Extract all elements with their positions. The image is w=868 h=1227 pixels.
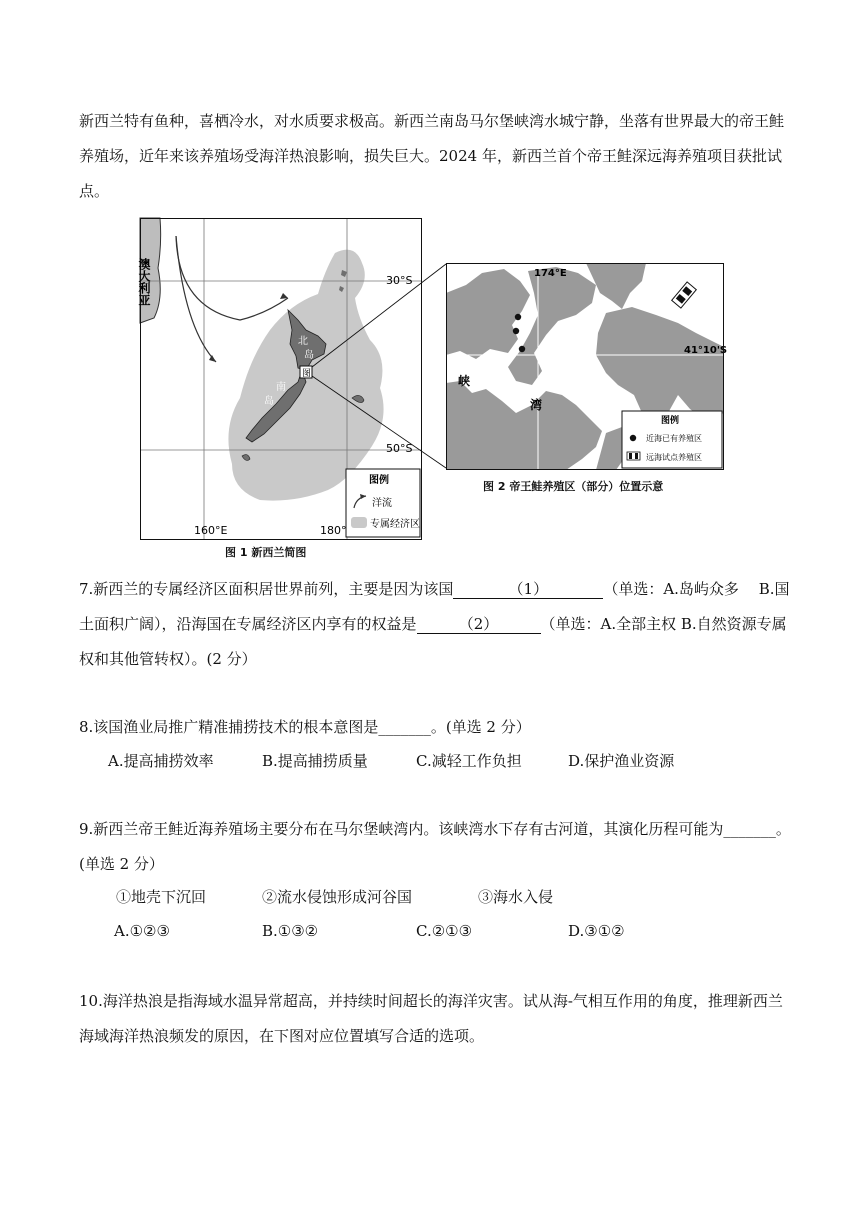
lon160-label: 160°E — [194, 524, 228, 537]
question-7 — [79, 572, 791, 677]
near-farm-dot-2 — [513, 328, 519, 334]
q9-option-c[interactable]: C.②①③ — [416, 922, 473, 940]
figure2-salmon-farm-map — [446, 263, 728, 470]
current-arrow-2 — [176, 236, 216, 362]
lon174-label: 174°E — [534, 268, 567, 279]
lon180-label: 180° — [320, 524, 347, 537]
lat30-label: 30°S — [386, 274, 413, 287]
question-9-stem: 9.新西兰帝王鲑近海养殖场主要分布在马尔堡峡湾内。该峡湾水下存有古河道，其演化历程可能为_______。(单选 2 分） — [79, 820, 791, 873]
figure1-caption: 图 1 新西兰简图 — [225, 546, 307, 559]
south-island-char2: 岛 — [264, 396, 274, 407]
south-island-char1: 南 — [276, 382, 286, 393]
q8-option-d[interactable]: D.保护渔业资源 — [568, 752, 675, 770]
q9-option-b[interactable]: B.①③② — [262, 922, 319, 940]
q7-blank-1[interactable]: （1） — [453, 580, 603, 599]
q9-step-2: ②流水侵蚀形成河谷国 — [262, 888, 413, 906]
q7-blank-2[interactable]: （2） — [417, 615, 541, 634]
q7-part1: 7.新西兰的专属经济区面积居世界前列，主要是因为该国 — [79, 580, 454, 598]
legend1-title: 图例 — [369, 475, 389, 486]
figure2-legend — [622, 411, 722, 468]
legend-far-label: 远海试点养殖区 — [646, 453, 702, 462]
legend-current-label: 洋流 — [372, 498, 392, 509]
australia-text: 澳大利亚 — [137, 258, 151, 306]
q8-option-c[interactable]: C.减轻工作负担 — [416, 752, 522, 770]
legend-eez-label: 专属经济区 — [370, 519, 420, 530]
australia-label — [137, 257, 151, 306]
lat41-label: 41°10'S — [684, 345, 728, 356]
lat50-label: 50°S — [386, 442, 413, 455]
q7-part3: （单选：A.全部主权 B.自然资源专属权和其他管转权）。(2 分） — [79, 615, 787, 668]
near-farm-dot-1 — [515, 314, 521, 320]
q9-option-a[interactable]: A.①②③ — [114, 922, 170, 940]
figure-connector-lines — [300, 260, 460, 470]
wan-label: 湾 — [530, 398, 543, 412]
legend-near-label: 近海已有养殖区 — [646, 434, 702, 443]
question-8-stem: 8.该国渔业局推广精准捕捞技术的根本意图是_______。(单选 2 分） — [79, 718, 531, 736]
question-10-stem: 10.海洋热浪是指海域水温异常超高，并持续时间超长的海洋灾害。试从海-气相互作用的角度，推理新西兰海域海洋热浪频发的原因，在下图对应位置填写合适的选项。 — [79, 992, 783, 1045]
q9-option-d[interactable]: D.③①② — [568, 922, 625, 940]
xia-label: 峡 — [458, 374, 471, 388]
q8-option-a[interactable]: A.提高捕捞效率 — [108, 752, 214, 770]
north-island-char2: 岛 — [304, 350, 314, 361]
legend2-title: 图例 — [661, 416, 680, 426]
north-island-char1: 北 — [298, 336, 308, 347]
q8-option-b[interactable]: B.提高捕捞质量 — [262, 752, 368, 770]
q7-part2: （单选：A.岛屿众多 B.国土面积广阔），沿海国在专属经济区内享有的权益是 — [79, 580, 790, 633]
box-mark-text: 图 — [302, 369, 312, 379]
q9-step-1: ①地壳下沉回 — [116, 888, 207, 906]
current-arrow-1 — [176, 236, 288, 320]
figure1-legend — [346, 469, 420, 537]
figure2-caption: 图 2 帝王鲑养殖区（部分）位置示意 — [483, 480, 664, 493]
near-farm-dot-3 — [519, 346, 525, 352]
intro-paragraph: 新西兰特有鱼种，喜栖冷水，对水质要求极高。新西兰南岛马尔堡峡湾水城宁静，坐落有世界最大的帝王鲑养殖场，近年来该养殖场受海洋热浪影响，损失巨大。2024 年，新西兰首个帝王鲑深远海养殖项目获批试点。 — [79, 112, 785, 200]
q9-step-3: ③海水入侵 — [478, 888, 554, 906]
